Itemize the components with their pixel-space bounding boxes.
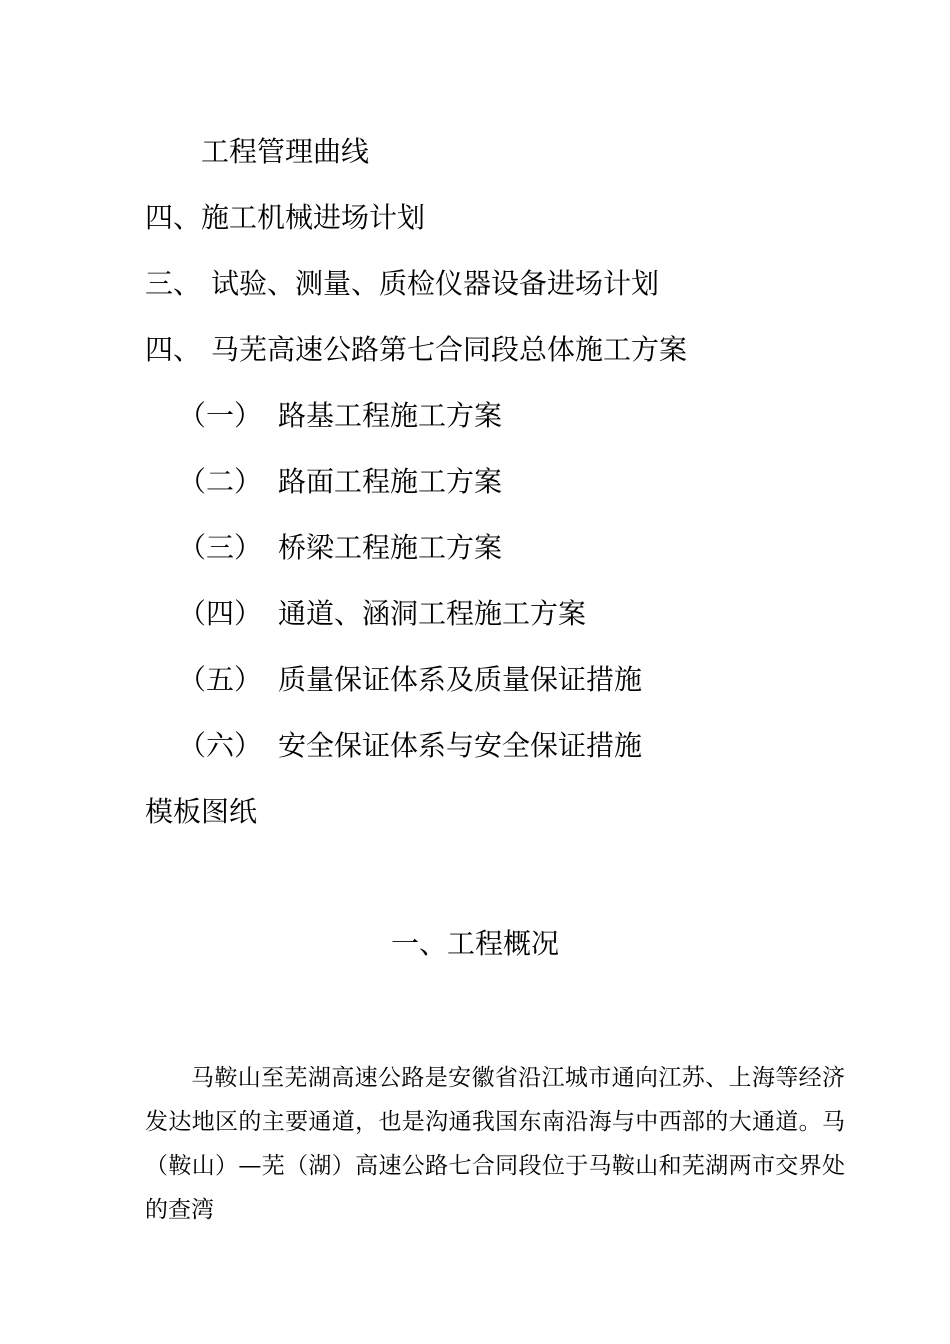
toc-item-5: 模板图纸 [145, 795, 258, 828]
toc-sub-item-text: 质量保证体系及质量保证措施 [278, 663, 643, 696]
toc-sub-item-6 [178, 728, 642, 764]
toc-sub-item-text: 通道、涵洞工程施工方案 [278, 597, 587, 630]
toc-item-3 [145, 266, 659, 302]
body-paragraph: 马鞍山至芜湖高速公路是安徽省沿江城市通向江苏、上海等经济发达地区的主要通道，也是沟通我国东南沿海与中西部的大通道。马（鞍山）—芜（湖）高速公路七合同段位于马鞍山和芜湖两市交界处的查湾 [145, 1065, 845, 1223]
toc-item-4-text: 马芜高速公路第七合同段总体施工方案 [211, 333, 688, 366]
toc-sub-item-4 [178, 596, 586, 632]
toc-sub-item-mark: （二） [178, 465, 263, 498]
toc-sub-item-mark: （三） [178, 531, 263, 564]
toc-sub-item-text: 安全保证体系与安全保证措施 [278, 729, 643, 762]
toc-sub-item-5 [178, 662, 642, 698]
toc-item-4-mark: 四、 [145, 333, 202, 366]
toc-sub-item-1 [178, 398, 502, 434]
toc-item-1: 工程管理曲线 [201, 135, 370, 168]
toc-item-3-mark: 三、 [145, 267, 202, 300]
toc-sub-item-2 [178, 464, 502, 500]
toc-sub-item-mark: （一） [178, 399, 263, 432]
toc-sub-item-text: 路基工程施工方案 [278, 399, 503, 432]
toc-sub-item-mark: （六） [178, 729, 263, 762]
toc-sub-item-text: 路面工程施工方案 [278, 465, 503, 498]
toc-sub-item-mark: （四） [178, 597, 263, 630]
toc-item-4 [145, 332, 687, 368]
toc-sub-item-text: 桥梁工程施工方案 [278, 531, 503, 564]
toc-sub-item-mark: （五） [178, 663, 263, 696]
section-body [145, 1056, 845, 1232]
section-heading: 一、工程概况 [390, 927, 559, 960]
toc-item-3-text: 试验、测量、质检仪器设备进场计划 [211, 267, 660, 300]
toc-item-2: 四、施工机械进场计划 [145, 201, 426, 234]
toc-sub-item-3 [178, 530, 502, 566]
